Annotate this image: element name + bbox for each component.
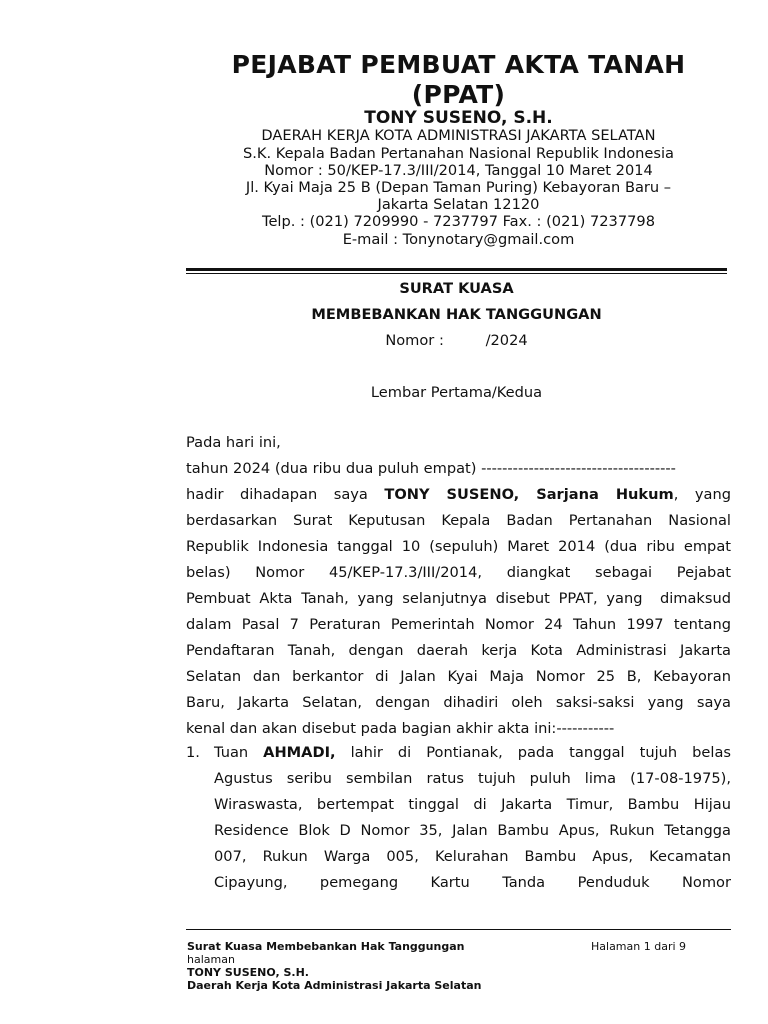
party-item-text [214, 740, 731, 896]
footer-halaman: halaman [187, 953, 235, 966]
text-run: berdasarkan Surat Keputusan Kepala Badan Pertanahan Nasional [186, 512, 731, 529]
letterhead-line: S.K. Kepala Badan Pertanahan Nasional Republik Indonesia [242, 145, 674, 162]
text-line [214, 766, 731, 792]
header-divider-thin [186, 273, 727, 274]
text-line [186, 612, 731, 638]
bold-name: TONY SUSENO, Sarjana Hukum [384, 486, 674, 503]
letterhead-line: Nomor : 50/KEP-17.3/III/2014, Tanggal 10 Maret 2014 [264, 162, 653, 179]
header-divider-thick [186, 268, 727, 271]
document-title: SURAT KUASA [399, 280, 514, 297]
text-line [186, 560, 731, 586]
text-line [186, 586, 731, 612]
text-run: dalam Pasal 7 Peraturan Pemerintah Nomor 24 Tahun 1997 tentang [186, 616, 731, 633]
text-line [186, 482, 731, 508]
text-run: Baru, Jakarta Selatan, dengan dihadiri oleh saksi-saksi yang saya [186, 694, 731, 711]
sheet-label: Lembar Pertama/Kedua [370, 384, 543, 401]
letterhead-line: DAERAH KERJA KOTA ADMINISTRASI JAKARTA SELATAN [261, 127, 656, 144]
text-run: kenal dan akan disebut pada bagian akhir akta ini:----------- [186, 720, 615, 737]
text-run: Wiraswasta, bertempat tinggal di Jakarta Timur, Bambu Hijau [214, 796, 731, 813]
text-run: Agustus seribu sembilan ratus tujuh puluh lima (17-08-1975), [214, 770, 731, 787]
opening-line: Pada hari ini, [186, 434, 281, 451]
text-line [214, 870, 731, 896]
text-line [214, 740, 731, 766]
text-line [186, 716, 731, 742]
text-line [214, 792, 731, 818]
text-line [186, 534, 731, 560]
bold-name: AHMADI, [263, 744, 336, 761]
text-run: hadir dihadapan saya [186, 486, 385, 503]
footer-area: Daerah Kerja Kota Administrasi Jakarta Selatan [187, 979, 482, 992]
text-run: , yang [673, 486, 731, 503]
text-run: Residence Blok D Nomor 35, Jalan Bambu Apus, Rukun Tetangga [214, 822, 731, 839]
text-run: 007, Rukun Warga 005, Kelurahan Bambu Apus, Kecamatan [214, 848, 731, 865]
text-line [186, 508, 731, 534]
footer-name: TONY SUSENO, S.H. [187, 966, 309, 979]
text-line [214, 844, 731, 870]
text-run: Pembuat Akta Tanah, yang selanjutnya disebut PPAT, yang dimaksud [186, 590, 731, 607]
letterhead-line: Jakarta Selatan 12120 [377, 196, 540, 213]
letterhead-title [186, 50, 731, 110]
text-run: Selatan dan berkantor di Jalan Kyai Maja Nomor 25 B, Kebayoran [186, 668, 731, 685]
text-line [186, 638, 731, 664]
letterhead-title-line1: PEJABAT PEMBUAT AKTA TANAH [231, 50, 686, 79]
item-number: 1. [186, 744, 200, 761]
footer-divider [339, 929, 731, 930]
letterhead-email: E-mail : Tonynotary@gmail.com [342, 231, 575, 248]
letterhead-name: TONY SUSENO, S.H. [364, 108, 553, 128]
text-line [214, 818, 731, 844]
footer-divider [186, 929, 339, 930]
opening-paragraph [186, 482, 731, 742]
letterhead-title-line2: (PPAT) [411, 80, 506, 109]
text-line [186, 690, 731, 716]
footer-page-number: Halaman 1 dari 9 [591, 940, 687, 953]
letterhead-line: Telp. : (021) 7209990 - 7237797 Fax. : (021) 7237798 [262, 213, 655, 230]
letterhead-line: Jl. Kyai Maja 25 B (Depan Taman Puring) Kebayoran Baru – [245, 179, 672, 196]
text-run: Tuan [214, 744, 264, 761]
text-run: lahir di Pontianak, pada tanggal tujuh belas [335, 744, 731, 761]
text-line [186, 664, 731, 690]
text-run: Cipayung, pemegang Kartu Tanda Penduduk Nomor [214, 874, 731, 891]
document-number: Nomor : /2024 [385, 332, 528, 349]
text-run: Pendaftaran Tanah, dengan daerah kerja Kota Administrasi Jakarta [186, 642, 731, 659]
document-subtitle: MEMBEBANKAN HAK TANGGUNGAN [311, 306, 602, 323]
text-run: Republik Indonesia tanggal 10 (sepuluh) Maret 2014 (dua ribu empat [186, 538, 731, 555]
footer-doc-title: Surat Kuasa Membebankan Hak Tanggungan [187, 940, 465, 953]
text-run: belas) Nomor 45/KEP-17.3/III/2014, diangkat sebagai Pejabat [186, 564, 731, 581]
year-line: tahun 2024 (dua ribu dua puluh empat) ------------------------------------- [186, 460, 676, 477]
